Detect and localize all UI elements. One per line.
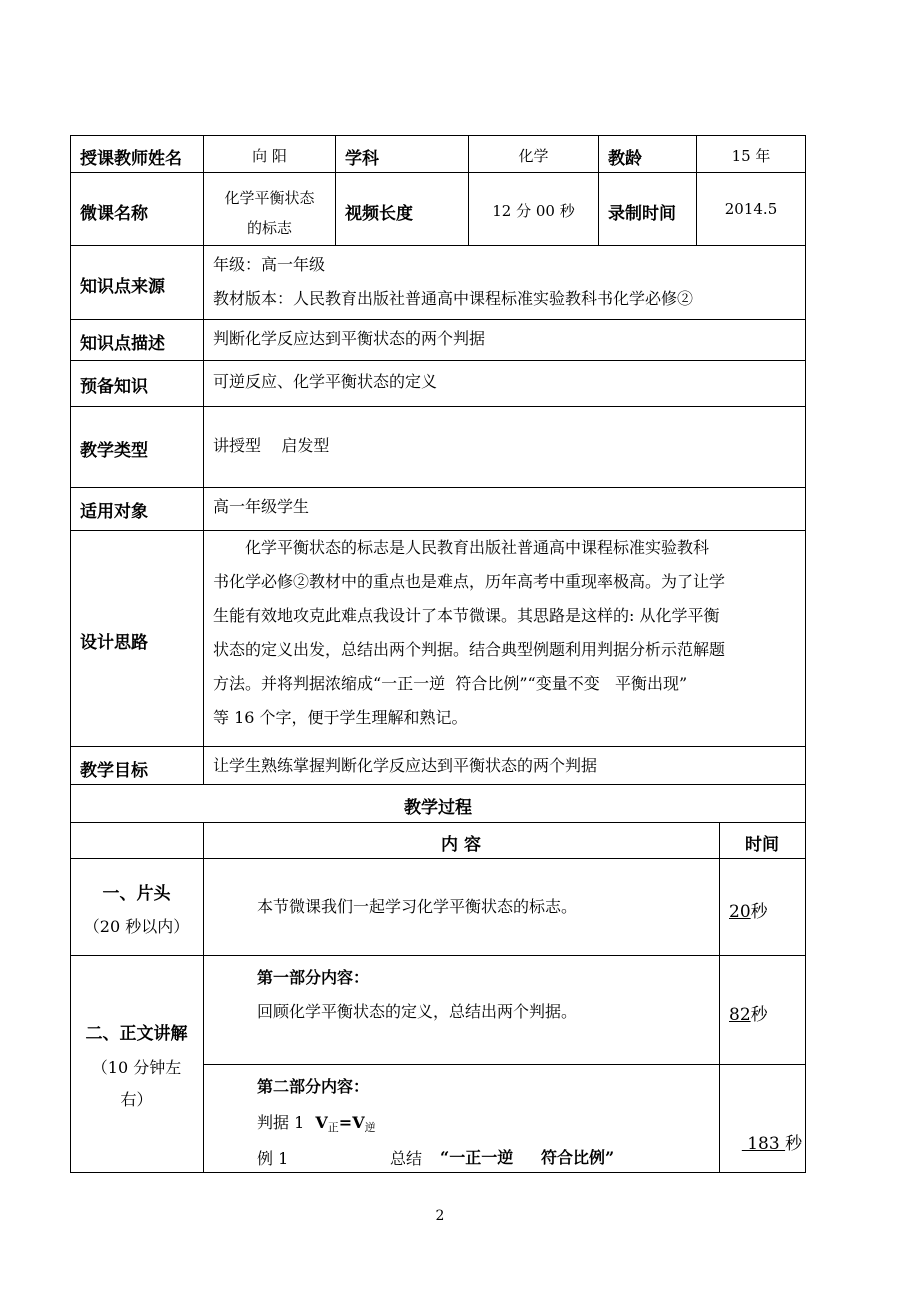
years-label: 教龄 — [608, 149, 642, 169]
type-value: 讲授型 启发型 — [213, 436, 330, 455]
goal-value: 让学生熟练掌握判断化学反应达到平衡状态的两个判据 — [213, 756, 598, 775]
part2-rule: 判据 1 $V_正=V_逆$ — [257, 1113, 376, 1134]
design-line: 状态的定义出发，总结出两个判据。结合典型例题利用判据分析示范解题 — [213, 640, 726, 659]
section2-title: 二、正文讲解 — [85, 1024, 188, 1044]
prep-label: 预备知识 — [80, 377, 148, 397]
part2-time: 183 秒 — [741, 1134, 803, 1154]
process-title: 教学过程 — [404, 798, 472, 818]
part2-example: 例 1 — [257, 1149, 289, 1168]
section1-time: 20秒 — [729, 902, 768, 922]
record-label: 录制时间 — [608, 204, 676, 224]
part1-time: 82秒 — [729, 1005, 768, 1025]
desc-value: 判断化学反应达到平衡状态的两个判据 — [213, 329, 486, 348]
years-value: 15 年 — [731, 147, 771, 165]
time-header: 时间 — [745, 835, 779, 855]
design-line: 化学平衡状态的标志是人民教育出版社普通高中课程标准实验教科 — [245, 538, 710, 557]
record-value: 2014.5 — [724, 200, 778, 218]
prep-value: 可逆反应、化学平衡状态的定义 — [213, 372, 438, 391]
type-label: 教学类型 — [80, 441, 148, 461]
section1-title: 一、片头 — [102, 884, 171, 904]
subject-value: 化学 — [518, 147, 549, 165]
part2-title: 第二部分内容： — [257, 1077, 370, 1096]
part1-title: 第一部分内容： — [257, 968, 370, 987]
part2-summary: “一正一逆 符合比例” — [440, 1148, 615, 1167]
target-label: 适用对象 — [80, 502, 148, 522]
design-line: 等 16 个字，便于学生理解和熟记。 — [213, 708, 468, 727]
course-name: 化学平衡状态 的标志 — [224, 189, 315, 237]
content-header: 内 容 — [441, 835, 481, 855]
desc-label: 知识点描述 — [80, 334, 165, 354]
course-label: 微课名称 — [80, 204, 148, 224]
design-line: 书化学必修②教材中的重点也是难点，历年高考中重现率极高。为了让学 — [213, 572, 726, 591]
part2-summary-label: 总结 — [390, 1149, 423, 1168]
duration-value: 12 分 00 秒 — [492, 202, 575, 220]
duration-label: 视频长度 — [345, 204, 413, 224]
design-line: 生能有效地攻克此难点我设计了本节微课。其思路是这样的: 从化学平衡 — [213, 606, 720, 625]
target-value: 高一年级学生 — [213, 497, 310, 516]
page-number: 2 — [435, 1208, 445, 1224]
section2-subtitle: （10 分钟左 右） — [91, 1058, 182, 1109]
teacher-label: 授课教师姓名 — [80, 149, 182, 169]
part1-text: 回顾化学平衡状态的定义，总结出两个判据。 — [257, 1002, 578, 1021]
teacher-name: 向 阳 — [252, 147, 287, 165]
design-label: 设计思路 — [80, 633, 148, 653]
source-textbook: 教材版本：人民教育出版社普通高中课程标准实验教科书化学必修② — [213, 289, 694, 308]
subject-label: 学科 — [345, 149, 379, 169]
design-line: 方法。并将判据浓缩成“一正一逆 符合比例”“变量不变 平衡出现” — [213, 674, 688, 693]
source-grade: 年级：高一年级 — [213, 255, 326, 274]
goal-label: 教学目标 — [80, 761, 148, 781]
source-label: 知识点来源 — [80, 277, 165, 297]
section1-subtitle: （20 秒以内） — [83, 917, 190, 936]
section1-text: 本节微课我们一起学习化学平衡状态的标志。 — [257, 897, 578, 916]
